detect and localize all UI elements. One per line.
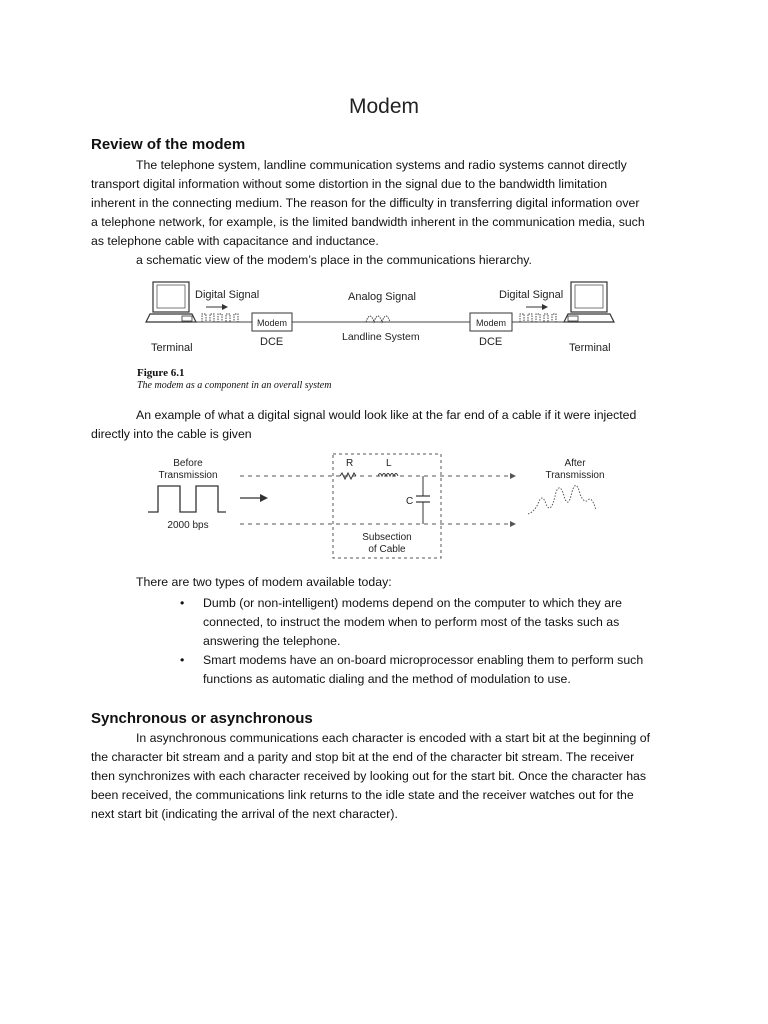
terminal-left-label: Terminal xyxy=(151,342,193,354)
modem-types-list xyxy=(180,594,680,689)
resistor-label: R xyxy=(346,458,354,469)
list-item-line: Smart modems have an on-board microprocessor enabling them to perform such xyxy=(203,653,644,667)
bitrate-label: 2000 bps xyxy=(167,520,209,531)
list-item xyxy=(180,651,680,689)
paragraph-line: the character bit stream and a parity and stop bit at the end of the character bit stream. The receiver xyxy=(91,750,635,764)
inductor-label: L xyxy=(386,458,392,469)
paragraph-line: An example of what a digital signal would look like at the far end of a cable if it were injected xyxy=(136,408,637,422)
figure-caption-text: The modem as a component in an overall system xyxy=(137,380,332,391)
after-label-1: After xyxy=(564,458,586,469)
digital-signal-right-label: Digital Signal xyxy=(499,289,564,301)
paragraph-line: a telephone network, for example, is the limited bandwidth inherent in the communication media, such xyxy=(91,215,645,229)
dce-left-label: DCE xyxy=(260,336,284,348)
figure-modem-system xyxy=(140,276,620,362)
paragraph-line: transport digital information without some distortion in the signal due to the bandwidth limitation xyxy=(91,177,608,191)
figure-caption-label: Figure 6.1 xyxy=(137,367,185,379)
capacitor-label: C xyxy=(406,496,414,507)
paragraph-line: There are two types of modem available today: xyxy=(136,575,392,589)
bullet-marker: • xyxy=(180,596,185,610)
paragraph-line: next start bit (indicating the arrival of the next character). xyxy=(91,807,398,821)
analog-signal-label: Analog Signal xyxy=(348,291,416,303)
after-label-2: Transmission xyxy=(545,470,605,481)
list-item-line: Dumb (or non-intelligent) modems depend on the computer to which they are xyxy=(203,596,623,610)
before-label-1: Before xyxy=(173,458,203,469)
figure-cable-transmission xyxy=(140,452,630,562)
page-title: Modem xyxy=(348,95,420,118)
paragraph-line: inherent in the connecting medium. The reason for the difficulty in transferring digital information over xyxy=(91,196,640,210)
modem-left-label: Modem xyxy=(256,318,288,328)
modem-right-label: Modem xyxy=(475,318,507,328)
list-item-line: functions as automatic dialing and the method of modulation to use. xyxy=(203,672,571,686)
landline-label: Landline System xyxy=(342,331,420,343)
paragraph-line: The telephone system, landline communication systems and radio systems cannot directly xyxy=(136,158,627,172)
terminal-right-icon xyxy=(564,282,614,322)
digital-signal-left-label: Digital Signal xyxy=(195,289,260,301)
list-item-line: answering the telephone. xyxy=(203,634,341,648)
list-item xyxy=(180,594,680,651)
paragraph-line: a schematic view of the modem’s place in the communications hierarchy. xyxy=(136,253,532,267)
section-heading-sync: Synchronous or asynchronous xyxy=(91,710,313,727)
section-heading-review: Review of the modem xyxy=(91,136,246,153)
subsection-label-1: Subsection xyxy=(362,532,412,543)
before-label-2: Transmission xyxy=(158,470,218,481)
paragraph-line: directly into the cable is given xyxy=(91,427,252,441)
terminal-left-icon xyxy=(146,282,196,322)
bullet-marker: • xyxy=(180,653,185,667)
paragraph-line: In asynchronous communications each character is encoded with a start bit at the beginning of xyxy=(136,731,651,745)
paragraph-line: as telephone cable with capacitance and inductance. xyxy=(91,234,379,248)
dce-right-label: DCE xyxy=(479,336,503,348)
list-item-line: connected, to instruct the modem when to perform most of the tasks such as xyxy=(203,615,620,629)
paragraph-line: been received, the communications link returns to the idle state and the receiver watches out for the xyxy=(91,788,634,802)
paragraph-line: then synchronizes with each character received by looking out for the start bit. Once the character has xyxy=(91,769,647,783)
terminal-right-label: Terminal xyxy=(569,342,611,354)
subsection-label-2: of Cable xyxy=(368,544,406,555)
